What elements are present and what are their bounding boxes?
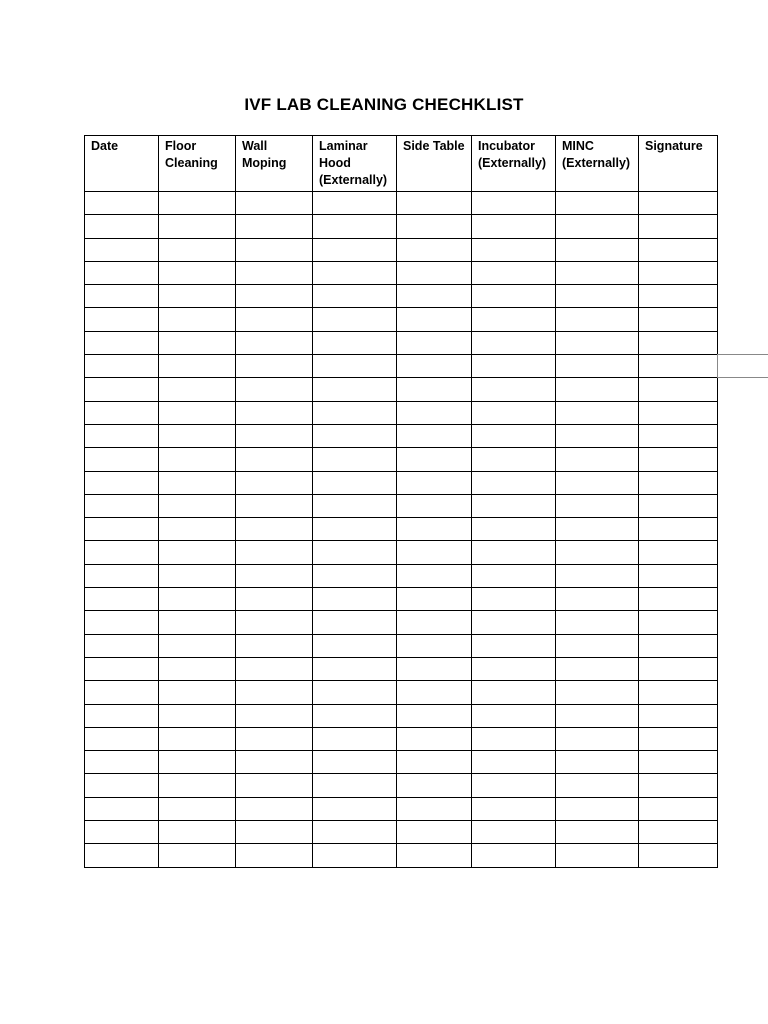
table-cell <box>313 192 397 215</box>
table-cell <box>397 448 472 471</box>
table-cell <box>159 285 236 308</box>
table-cell <box>397 681 472 704</box>
table-cell <box>159 494 236 517</box>
table-cell <box>397 727 472 750</box>
table-cell <box>159 471 236 494</box>
table-cell <box>85 238 159 261</box>
table-cell <box>639 448 718 471</box>
table-cell <box>397 215 472 238</box>
table-cell <box>556 355 639 378</box>
table-cell <box>556 308 639 331</box>
column-header-signature: Signature <box>639 136 718 192</box>
table-cell <box>556 634 639 657</box>
table-cell <box>639 844 718 867</box>
table-row <box>85 424 718 447</box>
table-row <box>85 844 718 867</box>
table-cell <box>639 355 718 378</box>
table-cell <box>313 797 397 820</box>
table-cell <box>159 704 236 727</box>
table-cell <box>313 704 397 727</box>
table-cell <box>556 657 639 680</box>
table-row <box>85 215 718 238</box>
table-cell <box>556 261 639 284</box>
table-cell <box>472 261 556 284</box>
table-cell <box>397 192 472 215</box>
column-header-wall-moping: Wall Moping <box>236 136 313 192</box>
table-cell <box>472 657 556 680</box>
table-cell <box>85 588 159 611</box>
table-cell <box>472 285 556 308</box>
table-cell <box>397 494 472 517</box>
table-cell <box>472 378 556 401</box>
table-cell <box>472 238 556 261</box>
table-cell <box>397 657 472 680</box>
table-cell <box>556 331 639 354</box>
table-cell <box>313 751 397 774</box>
table-row <box>85 471 718 494</box>
column-header-date: Date <box>85 136 159 192</box>
table-cell <box>472 751 556 774</box>
table-cell <box>236 378 313 401</box>
table-cell <box>159 424 236 447</box>
table-cell <box>313 494 397 517</box>
table-cell <box>313 355 397 378</box>
table-cell <box>313 308 397 331</box>
column-header-floor-cleaning: Floor Cleaning <box>159 136 236 192</box>
table-row <box>85 727 718 750</box>
table-row <box>85 331 718 354</box>
table-cell <box>639 611 718 634</box>
table-cell <box>85 797 159 820</box>
table-cell <box>472 681 556 704</box>
table-cell <box>472 797 556 820</box>
table-cell <box>556 471 639 494</box>
table-cell <box>313 657 397 680</box>
table-row <box>85 704 718 727</box>
table-cell <box>236 355 313 378</box>
table-cell <box>85 634 159 657</box>
table-cell <box>159 238 236 261</box>
table-cell <box>236 192 313 215</box>
table-cell <box>556 541 639 564</box>
table-cell <box>236 774 313 797</box>
table-cell <box>472 634 556 657</box>
table-cell <box>639 331 718 354</box>
table-cell <box>313 401 397 424</box>
table-cell <box>639 261 718 284</box>
table-cell <box>236 494 313 517</box>
table-cell <box>313 611 397 634</box>
table-cell <box>159 751 236 774</box>
table-cell <box>397 331 472 354</box>
table-cell <box>556 751 639 774</box>
table-cell <box>236 448 313 471</box>
table-cell <box>397 308 472 331</box>
table-cell <box>472 704 556 727</box>
table-row <box>85 797 718 820</box>
table-cell <box>85 751 159 774</box>
table-cell <box>472 774 556 797</box>
table-cell <box>556 192 639 215</box>
table-cell <box>472 564 556 587</box>
table-cell <box>472 471 556 494</box>
table-cell <box>85 541 159 564</box>
table-cell <box>159 564 236 587</box>
table-cell <box>313 821 397 844</box>
table-cell <box>556 285 639 308</box>
table-cell <box>639 774 718 797</box>
table-cell <box>556 494 639 517</box>
table-cell <box>85 657 159 680</box>
table-cell <box>639 564 718 587</box>
table-cell <box>159 611 236 634</box>
table-cell <box>85 681 159 704</box>
table-cell <box>639 751 718 774</box>
table-cell <box>85 285 159 308</box>
table-cell <box>397 355 472 378</box>
table-cell <box>639 378 718 401</box>
table-cell <box>556 797 639 820</box>
table-row <box>85 751 718 774</box>
table-cell <box>85 378 159 401</box>
table-cell <box>85 471 159 494</box>
table-cell <box>236 541 313 564</box>
table-cell <box>556 424 639 447</box>
table-cell <box>472 727 556 750</box>
table-cell <box>397 588 472 611</box>
table-cell <box>472 821 556 844</box>
table-cell <box>236 611 313 634</box>
table-cell <box>639 471 718 494</box>
table-cell <box>472 215 556 238</box>
table-cell <box>397 634 472 657</box>
table-cell <box>556 448 639 471</box>
table-cell <box>639 727 718 750</box>
table-cell <box>85 308 159 331</box>
table-cell <box>472 518 556 541</box>
table-cell <box>159 518 236 541</box>
table-cell <box>639 285 718 308</box>
table-cell <box>313 285 397 308</box>
table-cell <box>159 448 236 471</box>
table-cell <box>236 308 313 331</box>
table-cell <box>313 215 397 238</box>
table-cell <box>313 331 397 354</box>
table-cell <box>313 448 397 471</box>
table-cell <box>397 424 472 447</box>
table-cell <box>313 424 397 447</box>
table-cell <box>472 192 556 215</box>
table-cell <box>397 821 472 844</box>
table-cell <box>556 401 639 424</box>
table-cell <box>556 704 639 727</box>
table-cell <box>639 424 718 447</box>
table-cell <box>472 611 556 634</box>
table-cell <box>313 634 397 657</box>
table-row <box>85 681 718 704</box>
table-cell <box>397 285 472 308</box>
table-cell <box>639 192 718 215</box>
table-cell <box>236 331 313 354</box>
table-cell <box>639 797 718 820</box>
table-cell <box>236 518 313 541</box>
table-cell <box>397 261 472 284</box>
table-cell <box>639 494 718 517</box>
table-cell <box>472 331 556 354</box>
table-cell <box>639 681 718 704</box>
table-cell <box>639 541 718 564</box>
table-cell <box>85 727 159 750</box>
table-cell <box>85 611 159 634</box>
table-cell <box>397 797 472 820</box>
table-cell <box>313 518 397 541</box>
table-cell <box>159 774 236 797</box>
table-cell <box>159 192 236 215</box>
table-cell <box>159 844 236 867</box>
table-cell <box>397 611 472 634</box>
table-cell <box>159 308 236 331</box>
table-cell <box>397 844 472 867</box>
table-cell <box>159 821 236 844</box>
table-row <box>85 285 718 308</box>
table-cell <box>639 518 718 541</box>
table-cell <box>313 564 397 587</box>
column-header-incubator: Incubator (Externally) <box>472 136 556 192</box>
table-cell <box>639 401 718 424</box>
table-cell <box>236 681 313 704</box>
table-cell <box>159 261 236 284</box>
table-cell <box>472 588 556 611</box>
table-cell <box>85 844 159 867</box>
table-row <box>85 774 718 797</box>
table-cell <box>236 727 313 750</box>
table-cell <box>472 308 556 331</box>
table-cell <box>313 844 397 867</box>
table-cell <box>236 634 313 657</box>
table-cell <box>313 681 397 704</box>
table-cell <box>159 378 236 401</box>
table-cell <box>85 564 159 587</box>
table-cell <box>159 588 236 611</box>
table-cell <box>159 681 236 704</box>
table-cell <box>556 238 639 261</box>
table-cell <box>397 564 472 587</box>
table-cell <box>236 821 313 844</box>
table-cell <box>556 378 639 401</box>
table-cell <box>313 774 397 797</box>
table-cell <box>556 821 639 844</box>
column-header-minc: MINC (Externally) <box>556 136 639 192</box>
table-cell <box>397 471 472 494</box>
table-cell <box>236 401 313 424</box>
table-cell <box>472 494 556 517</box>
table-row <box>85 378 718 401</box>
table-cell <box>397 704 472 727</box>
table-cell <box>556 611 639 634</box>
table-row <box>85 564 718 587</box>
table-cell <box>236 844 313 867</box>
table-cell <box>236 657 313 680</box>
table-cell <box>85 774 159 797</box>
table-cell <box>85 518 159 541</box>
column-header-laminar-hood: Laminar Hood (Externally) <box>313 136 397 192</box>
table-row <box>85 821 718 844</box>
table-cell <box>472 401 556 424</box>
table-cell <box>639 657 718 680</box>
table-cell <box>159 331 236 354</box>
table-cell <box>556 215 639 238</box>
table-cell <box>556 727 639 750</box>
table-cell <box>397 378 472 401</box>
table-cell <box>639 588 718 611</box>
table-row <box>85 494 718 517</box>
table-cell <box>556 588 639 611</box>
table-cell <box>472 541 556 564</box>
table-cell <box>85 448 159 471</box>
table-cell <box>236 238 313 261</box>
table-cell <box>159 355 236 378</box>
table-cell <box>639 704 718 727</box>
table-body <box>85 192 718 868</box>
table-cell <box>639 634 718 657</box>
table-row <box>85 355 718 378</box>
table-cell <box>85 192 159 215</box>
table-row <box>85 611 718 634</box>
table-row <box>85 261 718 284</box>
table-cell <box>556 681 639 704</box>
table-cell <box>236 471 313 494</box>
table-cell <box>85 215 159 238</box>
table-cell <box>397 774 472 797</box>
header-row <box>85 136 718 192</box>
table-cell <box>397 541 472 564</box>
table-cell <box>236 261 313 284</box>
table-cell <box>556 564 639 587</box>
table-cell <box>236 424 313 447</box>
table-row <box>85 401 718 424</box>
table-cell <box>159 634 236 657</box>
table-row <box>85 308 718 331</box>
table-row <box>85 541 718 564</box>
table-row <box>85 192 718 215</box>
table-cell <box>556 774 639 797</box>
table-cell <box>85 331 159 354</box>
table-cell <box>236 797 313 820</box>
table-cell <box>639 238 718 261</box>
table-cell <box>159 657 236 680</box>
table-row <box>85 448 718 471</box>
table-cell <box>313 588 397 611</box>
table-cell <box>236 285 313 308</box>
table-cell <box>85 424 159 447</box>
table-cell <box>236 588 313 611</box>
table-cell <box>236 215 313 238</box>
table-cell <box>159 797 236 820</box>
table-cell <box>159 401 236 424</box>
table-cell <box>397 238 472 261</box>
table-row <box>85 518 718 541</box>
table-cell <box>397 518 472 541</box>
table-row <box>85 238 718 261</box>
table-cell <box>472 355 556 378</box>
table-cell <box>236 564 313 587</box>
margin-cell-fragment <box>717 354 768 378</box>
table-cell <box>639 821 718 844</box>
table-cell <box>85 821 159 844</box>
table-cell <box>313 261 397 284</box>
table-cell <box>313 541 397 564</box>
table-cell <box>313 238 397 261</box>
table-cell <box>159 727 236 750</box>
table-cell <box>85 355 159 378</box>
table-row <box>85 634 718 657</box>
column-header-side-table: Side Table <box>397 136 472 192</box>
table-cell <box>159 541 236 564</box>
table-cell <box>556 518 639 541</box>
table-cell <box>397 401 472 424</box>
table-cell <box>472 844 556 867</box>
table-cell <box>472 424 556 447</box>
table-cell <box>85 261 159 284</box>
table-cell <box>313 727 397 750</box>
table-cell <box>472 448 556 471</box>
table-row <box>85 657 718 680</box>
table-cell <box>639 308 718 331</box>
table-cell <box>159 215 236 238</box>
table-cell <box>85 704 159 727</box>
page-title: IVF LAB CLEANING CHECHKLIST <box>244 95 524 114</box>
table-cell <box>85 494 159 517</box>
table-cell <box>397 751 472 774</box>
table-cell <box>85 401 159 424</box>
table-cell <box>313 378 397 401</box>
table-cell <box>236 751 313 774</box>
table-cell <box>313 471 397 494</box>
table-cell <box>236 704 313 727</box>
table-cell <box>556 844 639 867</box>
table-cell <box>639 215 718 238</box>
table-row <box>85 588 718 611</box>
cleaning-checklist-table <box>84 135 718 868</box>
